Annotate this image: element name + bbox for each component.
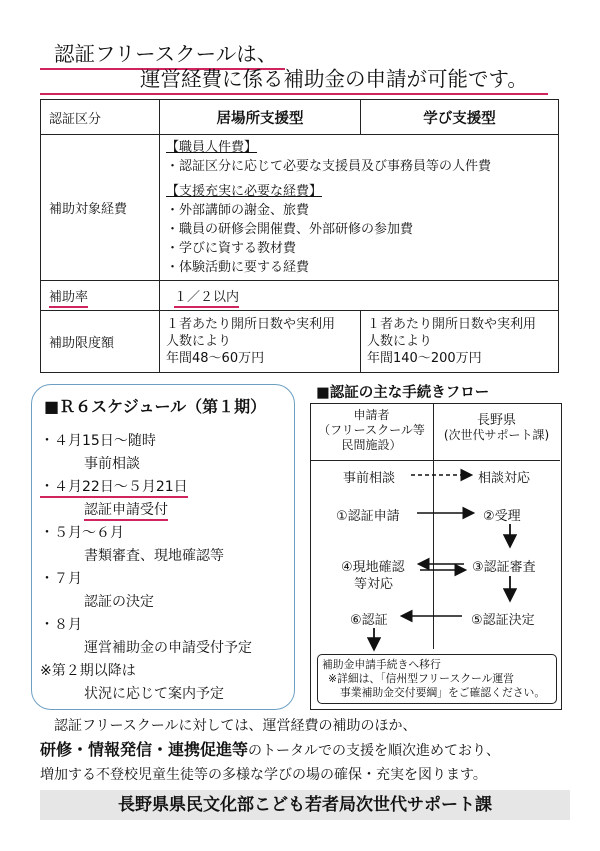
row-label-limit: 補助限度額 (41, 311, 160, 373)
flow-step-consult-response: 相談対応 (478, 471, 531, 486)
title-line-2: 運営経費に係る補助金の申請が可能です。 (140, 67, 528, 91)
footer-department: 長野県県民文化部こども若者局次世代サポート課 (40, 790, 570, 820)
flow-title: ■認証の主な手続きフロー (316, 385, 490, 401)
support-paragraph (40, 714, 580, 787)
row-label-expenses: 補助対象経費 (41, 135, 160, 281)
flow-note-title: 補助金申請手続きへ移行 (322, 658, 441, 671)
flow-step-decision: ⑤認証決定 (471, 613, 535, 628)
flow-step-site-check: ④現地確認 (341, 560, 405, 575)
limit-text: 年間140～200万円 (367, 351, 482, 366)
table-header-label: 認証区分 (41, 100, 160, 135)
schedule-item: ・８月 (40, 617, 82, 633)
flow-note-box (317, 654, 557, 704)
flow-header-text: 民間施設） (341, 438, 402, 452)
list-item: ・職員の研修会開催費、外部研修の参加費 (166, 222, 414, 237)
paragraph-line: 増加する不登校児童生徒等の多様な学びの場の確保・充実を図ります。 (40, 767, 487, 783)
schedule-item: ・５月～６月 (40, 525, 124, 541)
limit-text: １者あたり開所日数や実利用 (166, 317, 336, 332)
rate-value: １／２以内 (174, 290, 239, 308)
col-manabi: 学び支援型 (361, 100, 559, 135)
flow-header-text: 申請者 (353, 408, 390, 422)
flow-header-text: （フリースクール等 (318, 423, 425, 437)
schedule-detail: 書類審査、現地確認等 (84, 548, 224, 564)
limit-text: １者あたり開所日数や実利用 (367, 317, 537, 332)
flow-note-text: ※詳細は、「信州型フリースクール運営 (328, 672, 515, 685)
title-line-1: 認証フリースクールは、 (54, 42, 278, 66)
list-item: ・認証区分に応じて必要な支援員及び事務員等の人件費 (166, 159, 492, 174)
flow-header-text: (次世代サポート課) (443, 428, 550, 442)
flow-note-text: 事業補助金交付要綱」をご確認ください。 (340, 686, 546, 699)
list-item: ・体験活動に要する経費 (166, 260, 310, 275)
schedule-note-detail: 状況に応じて案内予定 (84, 686, 224, 702)
schedule-item: ・７月 (40, 571, 82, 587)
row-label-rate: 補助率 (49, 290, 88, 308)
flow-step-certify: ⑥認証 (350, 613, 388, 628)
schedule-detail: 認証の決定 (84, 594, 154, 610)
paragraph-line: 認証フリースクールに対しては、運営経費の補助のほか、 (54, 718, 417, 734)
schedule-detail: 認証申請受付 (84, 502, 168, 521)
schedule-item: ・４月22日～５月21日 (40, 479, 188, 498)
schedule-title: ■Ｒ６スケジュール（第１期） (44, 397, 267, 416)
col-ibasho: 居場所支援型 (160, 100, 361, 135)
limit-text: 年間48～60万円 (166, 351, 265, 366)
schedule-detail: 運営補助金の申請受付予定 (84, 640, 252, 656)
flow-step-site-check-2: 等対応 (354, 577, 394, 592)
flow-step-pre-consult: 事前相談 (343, 471, 396, 486)
list-item: ・外部講師の謝金、旅費 (166, 203, 310, 218)
paragraph-bold: 研修・情報発信・連携促進等 (40, 740, 249, 759)
flow-step-review: ③認証審査 (472, 560, 536, 575)
paragraph-line: のトータルでの支援を順次進めており、 (248, 743, 501, 759)
limit-text: 人数により (166, 334, 232, 349)
section-staff-cost: 【職員人件費】 (166, 140, 258, 155)
flow-step-apply: ①認証申請 (336, 509, 400, 524)
section-support-cost: 【支援充実に必要な経費】 (166, 184, 323, 199)
schedule-note: ※第２期以降は (40, 663, 136, 679)
flow-step-receive: ②受理 (483, 509, 521, 524)
schedule-detail: 事前相談 (84, 456, 140, 472)
limit-text: 人数により (367, 334, 433, 349)
flow-header-text: 長野県 (476, 413, 516, 428)
list-item: ・学びに資する教材費 (166, 241, 297, 256)
schedule-item: ・４月15日～随時 (40, 433, 156, 449)
